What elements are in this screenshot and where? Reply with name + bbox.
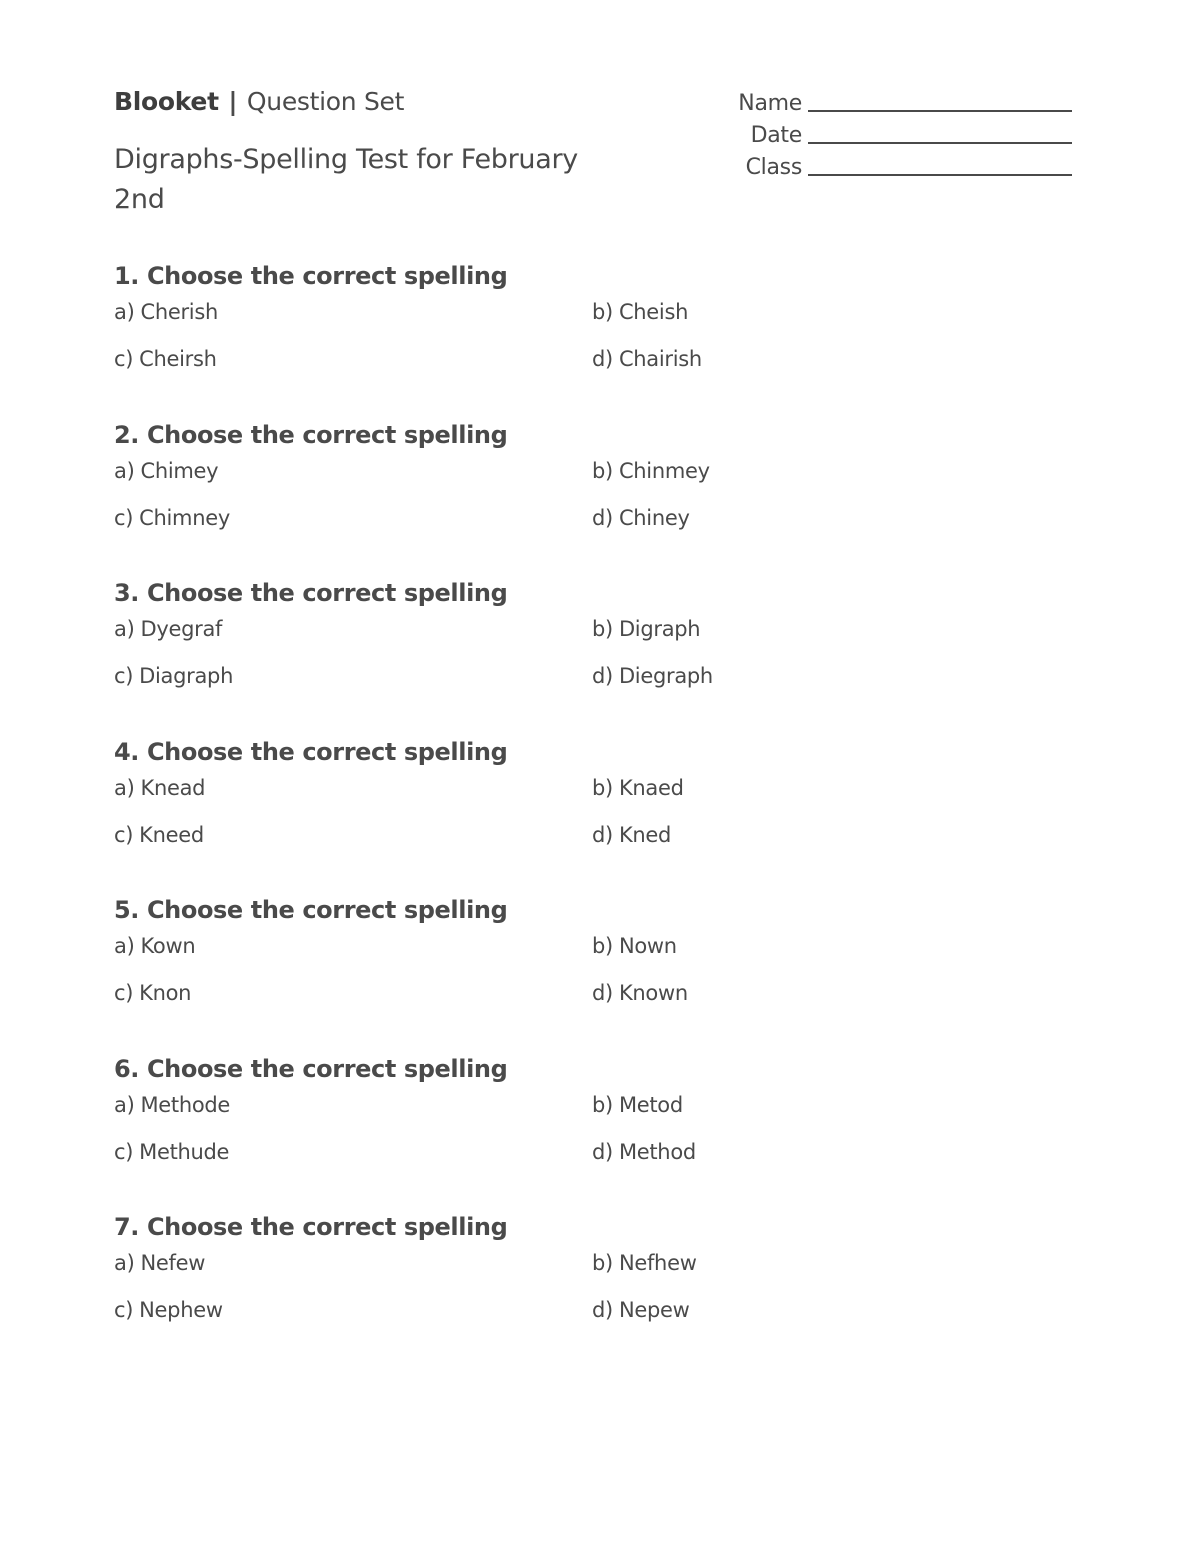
question-block [114, 1051, 1074, 1210]
answer-options [114, 457, 1074, 551]
option-text: Chairish [618, 347, 702, 371]
option-text: Cheish [618, 300, 689, 324]
question-title: 5. Choose the correct spelling [114, 896, 508, 924]
option-letter: a) [114, 617, 135, 641]
option-letter: b) [592, 775, 613, 800]
option-text: Digraph [618, 617, 701, 641]
answer-option [114, 1091, 592, 1138]
option-letter: c) [114, 1139, 134, 1164]
option-letter: a) [114, 458, 135, 483]
option-letter: c) [114, 347, 134, 371]
question-block [114, 258, 1074, 417]
brand-separator: | [228, 87, 238, 116]
answer-option [592, 774, 1070, 821]
question-block [114, 892, 1074, 1051]
option-text: Known [618, 981, 688, 1005]
option-text: Metod [618, 1092, 683, 1117]
question-block [114, 734, 1074, 893]
option-text: Chimney [139, 505, 230, 530]
option-text: Chinmey [618, 458, 710, 483]
option-letter: d) [592, 664, 613, 688]
section-label: Question Set [246, 87, 405, 116]
option-text: Kneed [139, 822, 204, 847]
question-title: 1. Choose the correct spelling [114, 262, 508, 290]
option-letter: c) [114, 664, 134, 688]
option-letter: b) [592, 934, 613, 958]
answer-option [592, 932, 1070, 979]
date-label: Date [750, 123, 802, 148]
answer-option [114, 298, 592, 345]
option-letter: c) [114, 505, 134, 530]
answer-option [592, 345, 1070, 392]
answer-option [592, 1091, 1070, 1138]
option-letter: d) [592, 505, 613, 530]
answer-option [592, 1296, 1070, 1343]
question-title: 6. Choose the correct spelling [114, 1054, 508, 1083]
option-letter: a) [114, 300, 135, 324]
answer-option [114, 1138, 592, 1185]
option-letter: b) [592, 617, 613, 641]
option-letter: c) [114, 981, 134, 1005]
option-text: Diegraph [618, 664, 713, 688]
date-field [700, 118, 1072, 150]
answer-options [114, 298, 1074, 392]
option-text: Diagraph [139, 664, 234, 688]
option-text: Chimey [140, 458, 219, 483]
option-text: Cheirsh [139, 347, 217, 371]
class-field [700, 150, 1072, 182]
question-title: 3. Choose the correct spelling [114, 579, 508, 607]
page-title: Digraphs-Spelling Test for February 2nd [114, 144, 578, 215]
name-label: Name [738, 91, 802, 116]
option-letter: a) [114, 1251, 135, 1275]
option-letter: d) [592, 1139, 613, 1164]
option-text: Knead [140, 775, 206, 800]
question-title: 2. Choose the correct spelling [114, 420, 508, 449]
option-letter: a) [114, 775, 135, 800]
student-info-fields [700, 86, 1072, 182]
answer-option [114, 504, 592, 551]
option-text: Methode [140, 1092, 231, 1117]
answer-option [114, 1249, 592, 1296]
option-letter: d) [592, 981, 613, 1005]
answer-option [114, 662, 592, 709]
option-letter: d) [592, 822, 613, 847]
option-text: Kown [140, 934, 196, 958]
option-text: Nefew [140, 1251, 206, 1275]
option-text: Nepew [618, 1298, 690, 1322]
class-label: Class [745, 155, 802, 180]
answer-option [592, 1249, 1070, 1296]
name-field [700, 86, 1072, 118]
question-block [114, 1209, 1074, 1368]
answer-option [114, 457, 592, 504]
option-text: Method [618, 1139, 696, 1164]
option-text: Methude [139, 1139, 230, 1164]
answer-options [114, 774, 1074, 868]
answer-option [592, 504, 1070, 551]
answer-option [592, 662, 1070, 709]
option-letter: a) [114, 1092, 135, 1117]
document-header [114, 84, 634, 220]
option-text: Knaed [618, 775, 684, 800]
question-block [114, 417, 1074, 576]
answer-option [114, 615, 592, 662]
answer-option [114, 932, 592, 979]
option-text: Nephew [139, 1298, 223, 1322]
brand-line [114, 84, 634, 120]
answer-option [114, 774, 592, 821]
option-letter: b) [592, 1251, 613, 1275]
answer-option [592, 615, 1070, 662]
option-text: Chiney [618, 505, 690, 530]
date-blank-line [808, 142, 1072, 144]
brand-logo: Blooket [114, 87, 219, 116]
option-letter: c) [114, 822, 134, 847]
question-list [114, 258, 1074, 1368]
answer-options [114, 1249, 1074, 1343]
class-blank-line [808, 174, 1072, 176]
option-text: Dyegraf [140, 617, 223, 641]
question-block [114, 575, 1074, 734]
option-text: Nown [618, 934, 677, 958]
answer-option [114, 821, 592, 868]
answer-option [114, 1296, 592, 1343]
option-text: Knon [139, 981, 192, 1005]
question-title: 4. Choose the correct spelling [114, 737, 508, 766]
name-blank-line [808, 110, 1072, 112]
option-letter: b) [592, 1092, 613, 1117]
option-letter: b) [592, 458, 613, 483]
answer-option [592, 979, 1070, 1026]
answer-option [114, 979, 592, 1026]
answer-option [592, 298, 1070, 345]
answer-option [592, 1138, 1070, 1185]
option-letter: d) [592, 347, 613, 371]
answer-options [114, 932, 1074, 1026]
option-text: Kned [618, 822, 672, 847]
answer-option [592, 457, 1070, 504]
option-text: Cherish [140, 300, 218, 324]
answer-option [592, 821, 1070, 868]
answer-options [114, 1091, 1074, 1185]
answer-option [114, 345, 592, 392]
option-letter: b) [592, 300, 613, 324]
question-title: 7. Choose the correct spelling [114, 1213, 508, 1241]
answer-options [114, 615, 1074, 709]
option-letter: d) [592, 1298, 613, 1322]
option-letter: c) [114, 1298, 134, 1322]
option-text: Nefhew [618, 1251, 697, 1275]
option-letter: a) [114, 934, 135, 958]
